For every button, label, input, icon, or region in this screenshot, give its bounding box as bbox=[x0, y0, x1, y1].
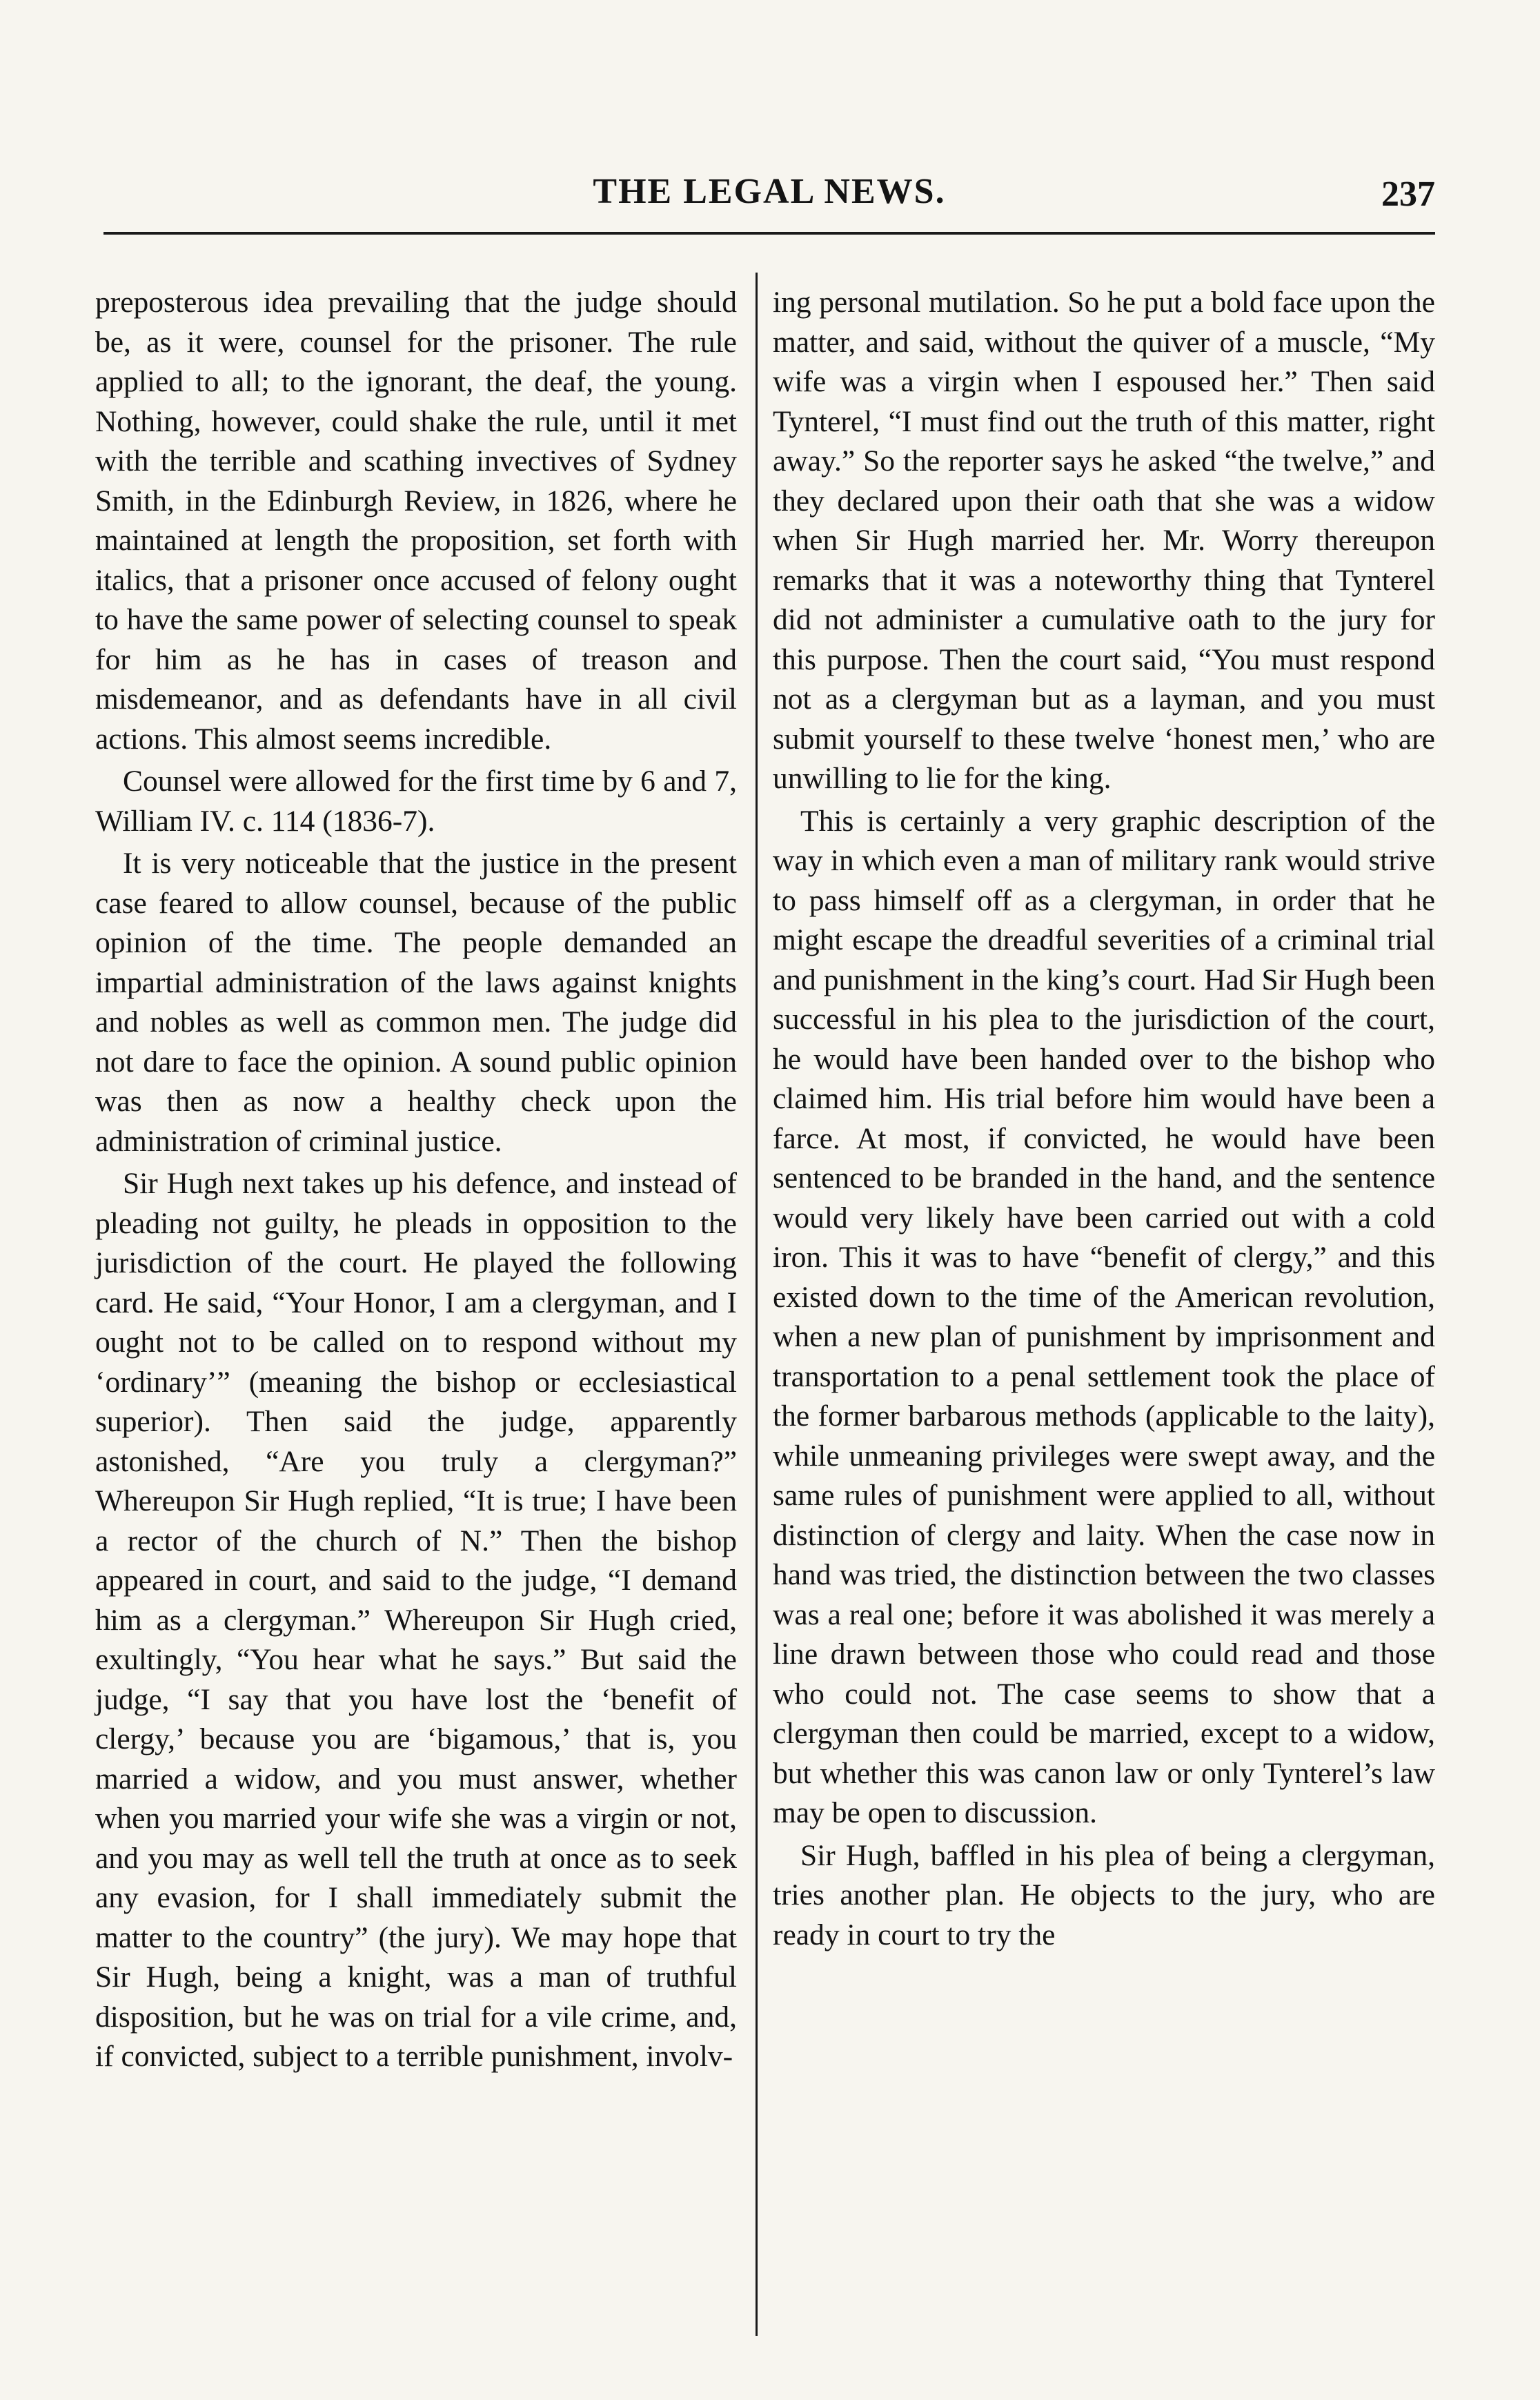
paragraph: Counsel were allowed for the first time by 6 and 7, William IV. c. 114 (1836-7). bbox=[95, 765, 737, 838]
page-number: 237 bbox=[1381, 175, 1435, 214]
paragraph: ing personal mutilation. So he put a bold face upon the matter, and said, without the quiver of a muscle, “My wife was a virgin when I espoused her.” Then said Tynterel, “I must find out the truth of this matter, right away.” So the reporter says he asked “the twelve,” and they declared upon their oath that she was a widow when Sir Hugh married her. Mr. Worry thereupon remarks that it was a noteworthy thing that Tynterel did not administer a cumulative oath to the jury for this purpose. Then the court said, “You must respond not as a clergyman but as a layman, and you must submit yourself to these twelve ‘honest men,’ who are unwilling to lie for the king. bbox=[773, 286, 1435, 795]
left-column bbox=[95, 283, 737, 2077]
paragraph: preposterous idea prevailing that the judge should be, as it were, counsel for the prisoner. The rule applied to all; to the ignorant, the deaf, the young. Nothing, however, could shake the rule, until it met with the terrible and scathing invectives of Sydney Smith, in the Edinburgh Review, in 1826, where he maintained at length the proposition, set forth with italics, that a prisoner once accused of felony ought to have the same power of selecting counsel to speak for him as he has in cases of treason and misdemeanor, and as defendants have in all civil actions. This almost seems incredible. bbox=[95, 286, 737, 756]
header-rule bbox=[103, 232, 1435, 235]
running-title: THE LEGAL NEWS. bbox=[593, 172, 946, 211]
right-column bbox=[773, 283, 1435, 1955]
paragraph: Sir Hugh next takes up his defence, and instead of pleading not guilty, he pleads in opposition to the jurisdiction of the court. He played the following card. He said, “Your Honor, I am a clergyman, and I ought not to be called on to respond without my ‘ordinary’” (meaning the bishop or ecclesiastical superior). Then said the judge, apparently astonished, “Are you truly a clergyman?” Whereupon Sir Hugh replied, “It is true; I have been a rector of the church of N.” Then the bishop appeared in court, and said to the judge, “I demand him as a clergyman.” Whereupon Sir Hugh cried, exultingly, “You hear what he says.” But said the judge, “I say that you have lost the ‘benefit of clergy,’ because you are ‘bigamous,’ that is, you married a widow, and you must answer, whether when you married your wife she was a virgin or not, and you may as well tell the truth at once as to seek any evasion, for I shall immediately submit the matter to the country” (the jury). We may hope that Sir Hugh, being a knight, was a man of truthful disposition, but he was on trial for a vile crime, and, if convicted, subject to a terrible punishment, involv- bbox=[95, 1167, 737, 2073]
page-header bbox=[103, 171, 1435, 226]
paragraph: This is certainly a very graphic description of the way in which even a man of military rank would strive to pass himself off as a clergyman, in order that he might escape the dreadful severities of a criminal trial and punishment in the king’s court. Had Sir Hugh been successful in his plea to the jurisdiction of the court, he would have been handed over to the bishop who claimed him. His trial before him would have been a farce. At most, if convicted, he would have been sentenced to be branded in the hand, and the sentence would very likely have been carried out with a cold iron. This it was to have “benefit of clergy,” and this existed down to the time of the American revolution, when a new plan of punishment by imprisonment and transportation to a penal settlement took the place of the former barbarous methods (applicable to the laity), while unmeaning privileges were swept away, and the same rules of punishment were applied to all, without distinction of clergy and laity. When the case now in hand was tried, the distinction between the two classes was a real one; before it was abolished it was merely a line drawn between those who could read and those who could not. The case seems to show that a clergyman then could be married, except to a widow, but whether this was canon law or only Tynterel’s law may be open to discussion. bbox=[773, 804, 1435, 1829]
column-divider bbox=[756, 273, 758, 2336]
paragraph: Sir Hugh, baffled in his plea of being a clergyman, tries another plan. He objects to the jury, who are ready in court to try the bbox=[773, 1838, 1435, 1951]
paragraph: It is very noticeable that the justice in the present case feared to allow counsel, because of the public opinion of the time. The people demanded an impartial administration of the laws against knights and nobles as well as common men. The judge did not dare to face the opinion. A sound public opinion was then as now a healthy check upon the administration of criminal justice. bbox=[95, 847, 737, 1158]
